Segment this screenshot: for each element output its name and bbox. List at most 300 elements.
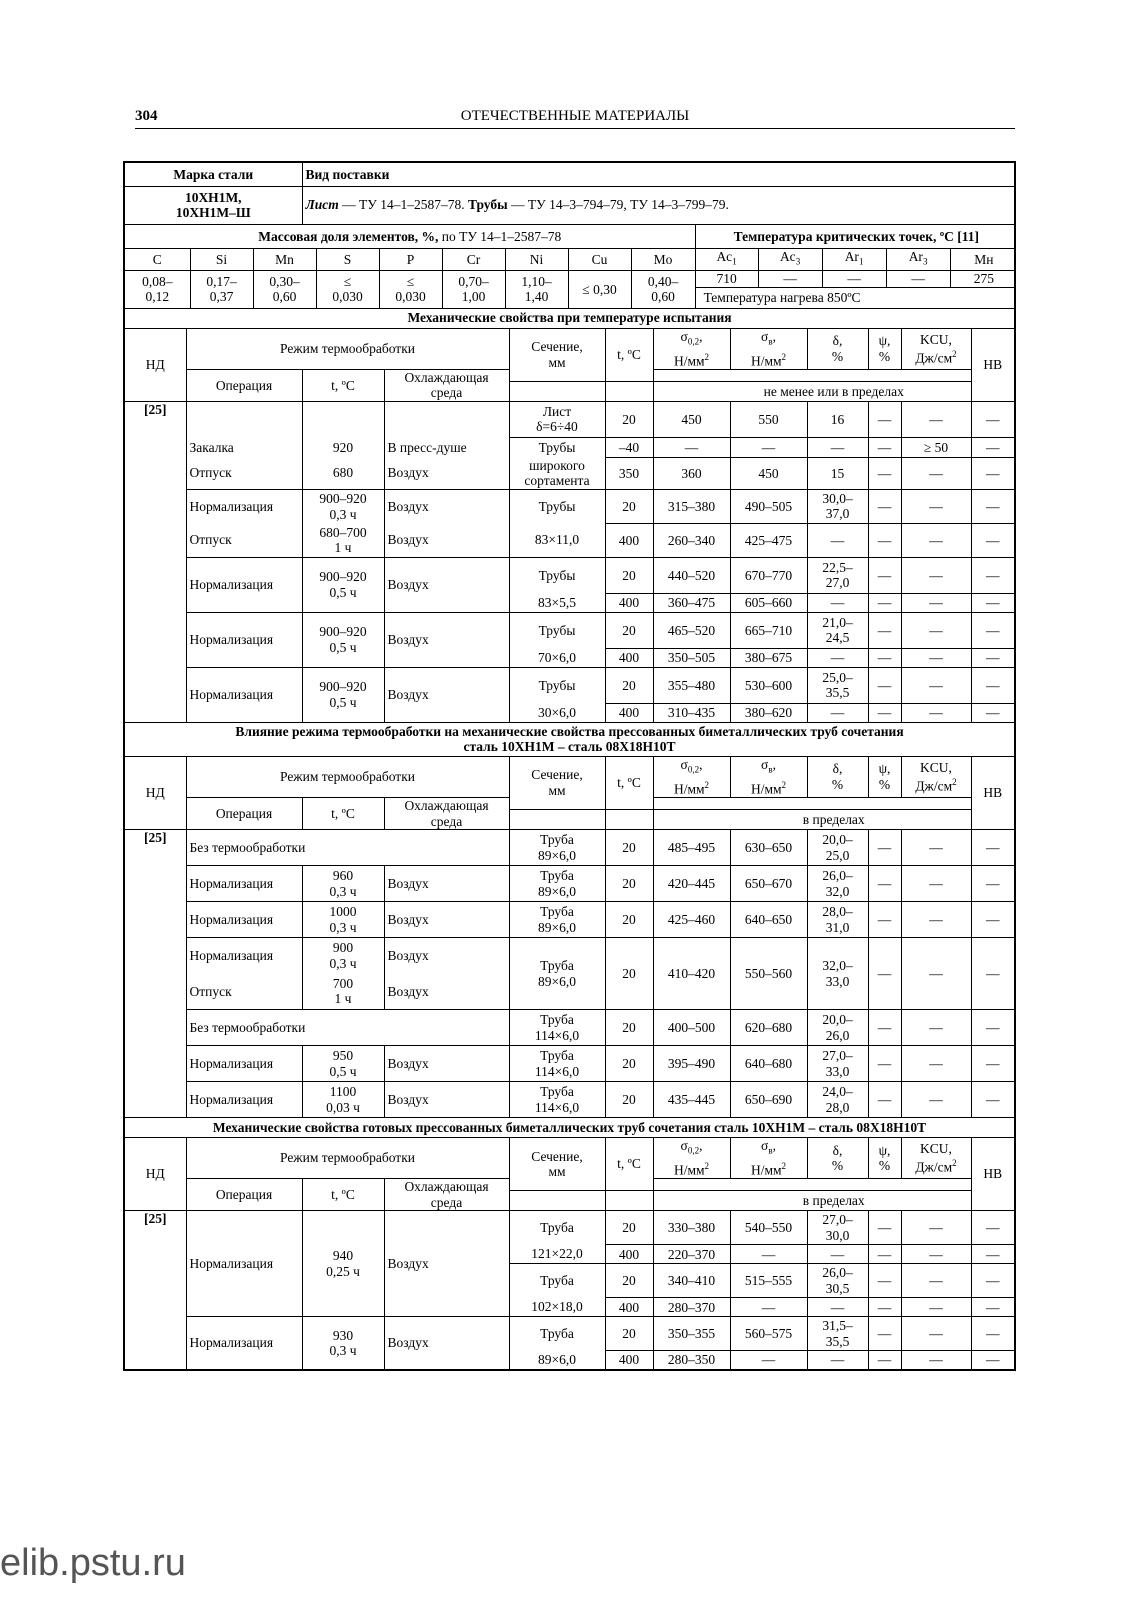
elongation-cell: 24,0– 28,0 <box>807 1082 868 1118</box>
test-temp-cell: 20 <box>605 612 653 648</box>
tensile-strength-cell: — <box>730 437 807 457</box>
test-temp-cell: 20 <box>605 902 653 938</box>
elongation-cell: 16 <box>807 401 868 437</box>
reduction-cell: — <box>868 938 901 1010</box>
yield-strength-cell: 425–460 <box>653 902 730 938</box>
temperature-cell: 1100 0,03 ч <box>302 1082 384 1118</box>
hardness-cell: — <box>971 401 1015 437</box>
temperature-cell: 680–700 1 ч <box>302 523 384 557</box>
table-row <box>124 523 1015 557</box>
elongation-cell: — <box>807 1298 868 1317</box>
critical-title: Температура критических точек, ºС [11] <box>695 225 1015 249</box>
table-row <box>124 1317 1015 1351</box>
impact-cell: — <box>901 593 971 612</box>
elongation-cell: — <box>807 1351 868 1370</box>
test-temp-header: t, ºС <box>605 756 653 809</box>
reduction-cell: — <box>868 667 901 703</box>
hardness-cell: — <box>971 830 1015 866</box>
elongation-header: δ, % <box>807 1138 868 1179</box>
table-row <box>124 557 1015 593</box>
hardness-cell: — <box>971 703 1015 722</box>
element-header: S <box>316 249 379 271</box>
temperature-header: t, ºС <box>302 369 384 401</box>
nd-header: НД <box>124 1138 186 1211</box>
section-cell: Труба 114×6,0 <box>509 1046 605 1082</box>
elongation-cell: 26,0– 30,5 <box>807 1264 868 1298</box>
temperature-cell: 900–920 0,5 ч <box>302 612 384 667</box>
yield-strength-cell: 220–370 <box>653 1245 730 1264</box>
element-header: Mo <box>631 249 695 271</box>
tensile-strength-header: $\sigma_в$, $Н/мм^2$ <box>730 756 807 797</box>
yield-strength-cell: 330–380 <box>653 1211 730 1245</box>
reduction-cell: — <box>868 557 901 593</box>
nd-header: НД <box>124 756 186 829</box>
test-temp-cell: 400 <box>605 1245 653 1264</box>
test-temp-cell: 20 <box>605 866 653 902</box>
section-cell: Труба 114×6,0 <box>509 1010 605 1046</box>
operation-cell: Нормализация <box>186 1317 302 1370</box>
table-row <box>124 1211 1015 1245</box>
composition-table <box>125 225 1015 308</box>
section-cell: 83×11,0 <box>509 523 605 557</box>
hardness-header: НВ <box>971 756 1015 829</box>
grade-label-cell: Марка стали <box>124 162 302 186</box>
limits-note: в пределах <box>653 809 1015 829</box>
tensile-strength-cell: 490–505 <box>730 489 807 523</box>
reference-cell: [25] <box>124 830 186 1118</box>
elongation-cell: 26,0– 32,0 <box>807 866 868 902</box>
hardness-cell: — <box>971 1245 1015 1264</box>
nd-header: НД <box>124 328 186 401</box>
heating-temperature-note: Температура нагрева 850ºС <box>703 290 861 306</box>
test-temp-cell: 20 <box>605 1264 653 1298</box>
yield-strength-cell: 420–445 <box>653 866 730 902</box>
yield-strength-cell: 400–500 <box>653 1010 730 1046</box>
section-cell: Лист δ=6÷40 <box>509 401 605 437</box>
test-temp-cell: 20 <box>605 1046 653 1082</box>
yield-strength-header: $\sigma_{0,2}$, $Н/мм^2$ <box>653 756 730 797</box>
section-cell: 89×6,0 <box>509 1351 605 1370</box>
yield-strength-cell: 360–475 <box>653 593 730 612</box>
tensile-strength-cell: 425–475 <box>730 523 807 557</box>
section-cell: Труба 89×6,0 <box>509 938 605 1010</box>
tensile-strength-cell: 380–620 <box>730 703 807 722</box>
section-cell: 30×6,0 <box>509 703 605 722</box>
test-temp-cell: 400 <box>605 523 653 557</box>
reduction-cell: — <box>868 489 901 523</box>
spacer-cell <box>605 809 653 829</box>
element-value: 0,40– 0,60 <box>631 271 695 308</box>
supply-value-cell: Лист — ТУ 14–1–2587–78. Трубы — ТУ 14–3–794–79, ТУ 14–3–799–79. <box>302 186 1015 224</box>
yield-strength-cell: 440–520 <box>653 557 730 593</box>
reduction-cell: — <box>868 437 901 457</box>
page-header <box>135 106 1015 129</box>
section-cell: Труба 89×6,0 <box>509 902 605 938</box>
element-header: Cr <box>442 249 505 271</box>
element-header: Mn <box>253 249 316 271</box>
operation-cell: Нормализация <box>186 1046 302 1082</box>
reduction-cell: — <box>868 523 901 557</box>
yield-strength-header: $\sigma_{0,2}$, $Н/мм^2$ <box>653 328 730 369</box>
reduction-cell: — <box>868 1245 901 1264</box>
spacer-cell <box>605 1191 653 1211</box>
operation-cell: Отпуск <box>186 457 302 489</box>
reduction-cell: — <box>868 648 901 667</box>
section-title: Механические свойства при температуре испытания <box>124 308 1015 328</box>
element-header: Cu <box>568 249 631 271</box>
section-title: Механические свойства готовых прессованных биметаллических труб сочетания сталь 10ХН1М – сталь 08Х18Н10Т <box>124 1118 1015 1138</box>
hardness-cell: — <box>971 902 1015 938</box>
medium-cell: Воздух <box>384 1211 509 1317</box>
reference-cell: [25] <box>124 1211 186 1370</box>
element-value: ≤ 0,30 <box>568 271 631 308</box>
element-header: C <box>125 249 190 271</box>
tensile-strength-cell: 630–650 <box>730 830 807 866</box>
elongation-header: δ, % <box>807 756 868 797</box>
critical-point-header: $Ar_3$ <box>886 249 950 271</box>
critical-point-header: $Ac_1$ <box>695 249 758 271</box>
test-temp-cell: 350 <box>605 457 653 489</box>
hardness-cell: — <box>971 866 1015 902</box>
impact-cell: ≥ 50 <box>901 437 971 457</box>
table-row <box>124 457 1015 489</box>
temperature-cell <box>302 401 384 437</box>
critical-point-header: $Ar_1$ <box>822 249 886 271</box>
impact-header: KCU, $Дж/см^2$ <box>901 328 971 369</box>
yield-strength-cell: 280–350 <box>653 1351 730 1370</box>
yield-strength-cell: 450 <box>653 401 730 437</box>
temperature-cell: 940 0,25 ч <box>302 1211 384 1317</box>
table-row <box>124 489 1015 523</box>
yield-strength-cell: 340–410 <box>653 1264 730 1298</box>
temperature-header: t, ºС <box>302 1179 384 1211</box>
page-number: 304 <box>135 108 158 124</box>
tensile-strength-cell: 450 <box>730 457 807 489</box>
critical-point-value: 710 <box>695 271 758 288</box>
tensile-strength-cell: 550 <box>730 401 807 437</box>
test-temp-cell: 20 <box>605 938 653 1010</box>
reduction-header: ψ, % <box>868 1138 901 1179</box>
tensile-strength-cell: 670–770 <box>730 557 807 593</box>
tensile-strength-cell: 640–680 <box>730 1046 807 1082</box>
reduction-cell: — <box>868 1010 901 1046</box>
elongation-cell: — <box>807 1245 868 1264</box>
test-temp-cell: 400 <box>605 703 653 722</box>
critical-point-value: — <box>758 271 822 288</box>
test-temp-header: t, ºС <box>605 328 653 381</box>
temperature-cell: 900 0,3 ч <box>302 938 384 974</box>
elongation-header: δ, % <box>807 328 868 369</box>
hardness-cell: — <box>971 1264 1015 1298</box>
spacer-cell <box>509 381 605 401</box>
impact-header: KCU, $Дж/см^2$ <box>901 756 971 797</box>
medium-header: Охлаждающая среда <box>384 798 509 830</box>
temperature-cell: 960 0,3 ч <box>302 866 384 902</box>
regime-header: Режим термообработки <box>186 328 509 369</box>
table-row <box>124 224 1015 308</box>
table-row <box>124 938 1015 974</box>
impact-cell: — <box>901 830 971 866</box>
elongation-cell: — <box>807 593 868 612</box>
hardness-header: НВ <box>971 1138 1015 1211</box>
table-row <box>124 328 1015 369</box>
impact-cell: — <box>901 489 971 523</box>
section-cell: 121×22,0 <box>509 1245 605 1264</box>
elongation-cell: 15 <box>807 457 868 489</box>
table-row <box>124 756 1015 797</box>
elongation-cell: 31,5– 35,5 <box>807 1317 868 1351</box>
reduction-cell: — <box>868 1317 901 1351</box>
elongation-cell: — <box>807 437 868 457</box>
operation-header: Операция <box>186 798 302 830</box>
impact-cell: — <box>901 938 971 1010</box>
composition-block <box>124 224 1015 308</box>
test-temp-cell: 20 <box>605 1082 653 1118</box>
tensile-strength-cell: 530–600 <box>730 667 807 703</box>
test-temp-cell: 400 <box>605 1351 653 1370</box>
test-temp-cell: 20 <box>605 1211 653 1245</box>
steel-datasheet-table <box>123 161 1016 1371</box>
tensile-strength-cell: — <box>730 1245 807 1264</box>
elongation-cell: 27,0– 30,0 <box>807 1211 868 1245</box>
section-cell: Трубы <box>509 489 605 523</box>
tensile-strength-cell: — <box>730 1298 807 1317</box>
test-temp-cell: 400 <box>605 648 653 667</box>
yield-strength-cell: 410–420 <box>653 938 730 1010</box>
test-temp-cell: 20 <box>605 667 653 703</box>
impact-header: KCU, $Дж/см^2$ <box>901 1138 971 1179</box>
element-value: ≤ 0,030 <box>379 271 442 308</box>
impact-cell: — <box>901 1351 971 1370</box>
medium-cell: Воздух <box>384 938 509 974</box>
hardness-cell: — <box>971 667 1015 703</box>
elongation-cell: 25,0– 35,5 <box>807 667 868 703</box>
elongation-cell: 20,0– 26,0 <box>807 1010 868 1046</box>
test-temp-cell: 20 <box>605 557 653 593</box>
element-header: Si <box>190 249 253 271</box>
medium-cell: Воздух <box>384 523 509 557</box>
section-cell: Труба <box>509 1264 605 1298</box>
hardness-cell: — <box>971 648 1015 667</box>
yield-strength-cell: 465–520 <box>653 612 730 648</box>
operation-cell: Нормализация <box>186 902 302 938</box>
section-cell: Труба 114×6,0 <box>509 1082 605 1118</box>
impact-cell: — <box>901 1317 971 1351</box>
medium-cell: Воздух <box>384 1082 509 1118</box>
section-cell: 83×5,5 <box>509 593 605 612</box>
table-row <box>124 437 1015 457</box>
critical-point-header: $Ac_3$ <box>758 249 822 271</box>
yield-strength-cell: 360 <box>653 457 730 489</box>
limits-note: в пределах <box>653 1191 1015 1211</box>
tensile-strength-cell: 550–560 <box>730 938 807 1010</box>
critical-point-value: — <box>822 271 886 288</box>
elongation-cell: 27,0– 33,0 <box>807 1046 868 1082</box>
medium-cell: Воздух <box>384 1046 509 1082</box>
yield-strength-header: $\sigma_{0,2}$, $Н/мм^2$ <box>653 1138 730 1179</box>
reduction-cell: — <box>868 401 901 437</box>
table-row <box>124 1138 1015 1179</box>
table-row <box>124 1046 1015 1082</box>
table-row <box>124 612 1015 648</box>
table-row <box>124 866 1015 902</box>
section-cell: 102×18,0 <box>509 1298 605 1317</box>
tensile-strength-cell: 515–555 <box>730 1264 807 1298</box>
running-title: ОТЕЧЕСТВЕННЫЕ МАТЕРИАЛЫ <box>460 108 690 124</box>
yield-strength-cell: 435–445 <box>653 1082 730 1118</box>
section-header: Сечение, мм <box>509 1138 605 1191</box>
operation-cell: Нормализация <box>186 938 302 974</box>
medium-header: Охлаждающая среда <box>384 369 509 401</box>
elongation-cell: — <box>807 703 868 722</box>
critical-point-value: 275 <box>950 271 1015 288</box>
operation-cell: Нормализация <box>186 1082 302 1118</box>
table-row <box>124 830 1015 866</box>
yield-strength-cell: 310–435 <box>653 703 730 722</box>
source-watermark: elib.pstu.ru <box>0 1542 186 1584</box>
operation-cell <box>186 401 302 437</box>
reference-cell: [25] <box>124 401 186 722</box>
temperature-cell: 1000 0,3 ч <box>302 902 384 938</box>
section-cell: Труба <box>509 1317 605 1351</box>
yield-strength-cell: 395–490 <box>653 1046 730 1082</box>
medium-cell: Воздух <box>384 557 509 612</box>
element-value: 0,08– 0,12 <box>125 271 190 308</box>
table-row <box>124 1118 1015 1138</box>
operation-cell: Отпуск <box>186 974 302 1010</box>
operation-cell: Нормализация <box>186 667 302 722</box>
hardness-cell: — <box>971 1351 1015 1370</box>
operation-cell: Закалка <box>186 437 302 457</box>
section-header: Сечение, мм <box>509 756 605 809</box>
elongation-cell: 32,0– 33,0 <box>807 938 868 1010</box>
medium-cell: Воздух <box>384 974 509 1010</box>
limits-note: не менее или в пределах <box>653 381 1015 401</box>
table-row <box>124 1082 1015 1118</box>
reduction-cell: — <box>868 1082 901 1118</box>
reduction-cell: — <box>868 1046 901 1082</box>
operation-cell: Без термообработки <box>186 1010 509 1046</box>
tensile-strength-cell: 560–575 <box>730 1317 807 1351</box>
composition-title: Массовая доля элементов, %, по ТУ 14–1–2587–78 <box>125 225 695 249</box>
hardness-cell: — <box>971 1317 1015 1351</box>
reduction-cell: — <box>868 866 901 902</box>
test-temp-cell: 20 <box>605 1317 653 1351</box>
medium-cell: В пресс-душе <box>384 437 509 457</box>
spacer-cell <box>605 381 653 401</box>
operation-cell: Без термообработки <box>186 830 509 866</box>
element-value: 0,17– 0,37 <box>190 271 253 308</box>
section-header: Сечение, мм <box>509 328 605 381</box>
medium-header: Охлаждающая среда <box>384 1179 509 1211</box>
operation-header: Операция <box>186 1179 302 1211</box>
operation-cell: Нормализация <box>186 612 302 667</box>
temperature-cell: 900–920 0,5 ч <box>302 557 384 612</box>
temperature-cell: 900–920 0,3 ч <box>302 489 384 523</box>
reduction-cell: — <box>868 593 901 612</box>
test-temp-cell: –40 <box>605 437 653 457</box>
tensile-strength-header: $\sigma_в$, $Н/мм^2$ <box>730 1138 807 1179</box>
yield-strength-cell: 315–380 <box>653 489 730 523</box>
impact-cell: — <box>901 1010 971 1046</box>
reduction-cell: — <box>868 830 901 866</box>
impact-cell: — <box>901 1082 971 1118</box>
test-temp-cell: 20 <box>605 489 653 523</box>
yield-strength-cell: 350–505 <box>653 648 730 667</box>
yield-strength-cell: — <box>653 437 730 457</box>
hardness-cell: — <box>971 1298 1015 1317</box>
reduction-cell: — <box>868 1298 901 1317</box>
hardness-cell: — <box>971 523 1015 557</box>
table-row <box>124 722 1015 756</box>
impact-cell: — <box>901 1298 971 1317</box>
operation-cell: Отпуск <box>186 523 302 557</box>
reduction-cell: — <box>868 703 901 722</box>
tensile-strength-cell: 640–650 <box>730 902 807 938</box>
element-header: P <box>379 249 442 271</box>
hardness-cell: — <box>971 457 1015 489</box>
elongation-cell: 20,0– 25,0 <box>807 830 868 866</box>
tensile-strength-cell: 605–660 <box>730 593 807 612</box>
medium-cell <box>384 401 509 437</box>
impact-cell: — <box>901 457 971 489</box>
hardness-cell: — <box>971 612 1015 648</box>
regime-header: Режим термообработки <box>186 756 509 797</box>
hardness-cell: — <box>971 489 1015 523</box>
reduction-cell: — <box>868 1264 901 1298</box>
impact-cell: — <box>901 612 971 648</box>
medium-cell: Воздух <box>384 1317 509 1370</box>
table-row <box>124 162 1015 186</box>
critical-point-value: — <box>886 271 950 288</box>
medium-cell: Воздух <box>384 667 509 722</box>
tensile-strength-cell: — <box>730 1351 807 1370</box>
tensile-strength-header: $\sigma_в$, $Н/мм^2$ <box>730 328 807 369</box>
medium-cell: Воздух <box>384 866 509 902</box>
test-temp-cell: 20 <box>605 401 653 437</box>
tensile-strength-cell: 620–680 <box>730 1010 807 1046</box>
section-title: Влияние режима термообработки на механические свойства прессованных биметаллических труб сочетания сталь 10ХН1М – сталь 08Х18Н10Т <box>124 722 1015 756</box>
table-row <box>124 401 1015 437</box>
reduction-cell: — <box>868 1351 901 1370</box>
section-cell: Труба <box>509 1211 605 1245</box>
hardness-cell: — <box>971 1211 1015 1245</box>
impact-cell: — <box>901 667 971 703</box>
hardness-cell: — <box>971 593 1015 612</box>
impact-cell: — <box>901 1245 971 1264</box>
hardness-cell: — <box>971 1082 1015 1118</box>
spacer-cell <box>509 809 605 829</box>
element-value: 1,10– 1,40 <box>505 271 568 308</box>
tensile-strength-cell: 380–675 <box>730 648 807 667</box>
table-row <box>124 1010 1015 1046</box>
temperature-cell: 900–920 0,5 ч <box>302 667 384 722</box>
operation-cell: Нормализация <box>186 1211 302 1317</box>
hardness-cell: — <box>971 437 1015 457</box>
impact-cell: — <box>901 1211 971 1245</box>
medium-cell: Воздух <box>384 489 509 523</box>
reduction-cell: — <box>868 1211 901 1245</box>
impact-cell: — <box>901 866 971 902</box>
reduction-header: ψ, % <box>868 328 901 369</box>
section-cell: Трубы <box>509 437 605 457</box>
spacer-cell <box>509 1191 605 1211</box>
table-row <box>124 186 1015 224</box>
reduction-cell: — <box>868 457 901 489</box>
table-row <box>124 308 1015 328</box>
operation-cell: Нормализация <box>186 866 302 902</box>
tensile-strength-cell: 650–670 <box>730 866 807 902</box>
